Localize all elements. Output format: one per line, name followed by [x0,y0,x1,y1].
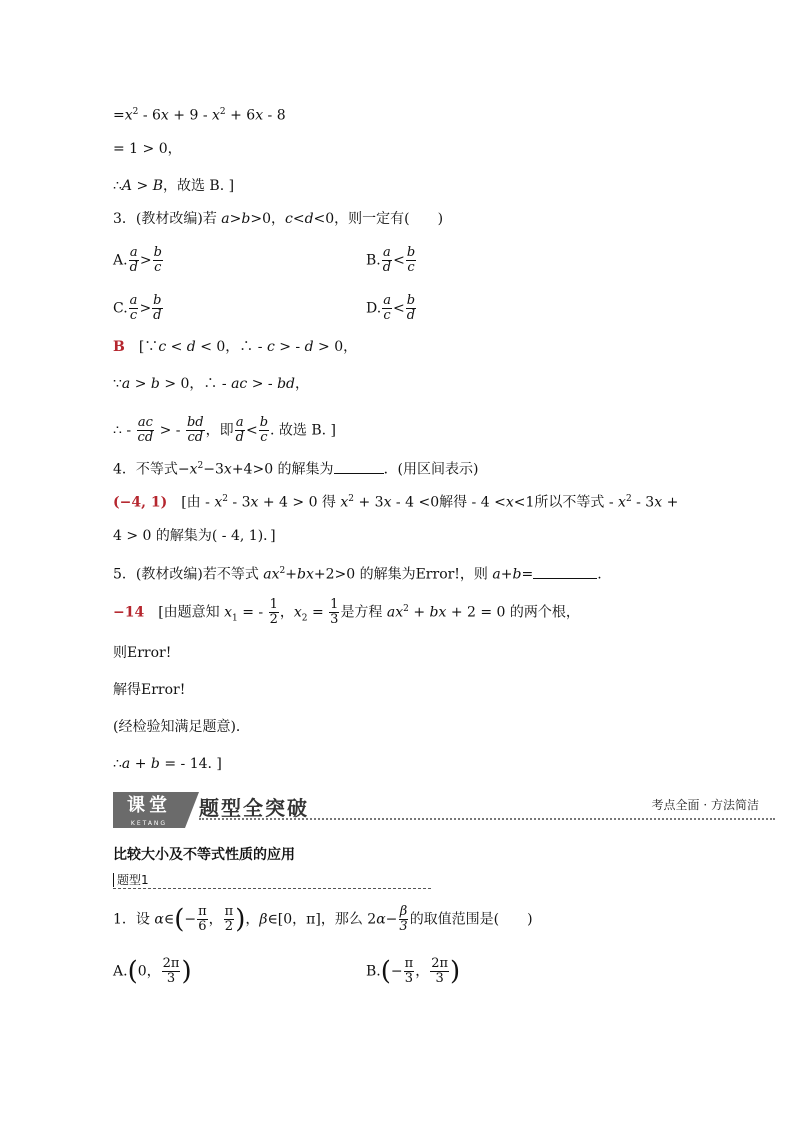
answer-4-line1: (−4, 1) [由 - $x^2 - 3x + 4 > 0$ 得 $x^2 + 3x - 4 <0$解得 - 4 <x<1所以不等式 - $x^2 - 3x$ + [113,494,679,511]
answer-3-line3: ∴ - $\frac{ac}{cd}$ > - $\frac{bd}{cd}$ ，即 $\frac{a}{d}$ < $\frac{b}{c}$ . 故选 B. ] [113,415,337,445]
option-3a: A. $\frac{a}{d}$ > $\frac{b}{c}$ [113,245,162,275]
option-3d: D. $\frac{a}{c}$ < $\frac{b}{d}$ [366,293,416,323]
answer-3-letter: B [113,339,125,355]
option-3c: C. $\frac{a}{c}$ > $\frac{b}{d}$ [113,293,162,323]
banner-slogan: 考点全面 · 方法简洁 [651,798,759,812]
banner-tail [185,792,199,828]
answer-4-line2: 4 > 0 的解集为( - 4, 1)．] [113,528,276,544]
tag-divider [113,888,431,889]
answer-5-value: −14 [113,604,145,621]
section-banner [113,790,775,830]
answer-5-line5: ∴a + b = - 14. ] [113,756,222,772]
answer-blank [533,564,597,579]
question-3: 3．(教材改编)若 a>b>0，c<d<0，则一定有( ) [113,211,444,227]
section-title: 比较大小及不等式性质的应用 [113,847,295,863]
solution-line-result: = 1 > 0， [113,141,182,157]
solution-line-conclusion: ∴A > B，故选 B. ] [113,178,235,194]
answer-3-line1: B [∵c < d < 0，∴ - c > - d > 0， [113,339,358,355]
option-3b: B. $\frac{a}{d}$ < $\frac{b}{c}$ [366,245,416,275]
question-1: 1．设 α∈(− $\frac{\pi}{6}$ ， $\frac{\pi}{2}$ )，β∈[0，π]，那么 2α− $\frac{\beta}{3}$ 的取值范围是( ) [113,904,533,935]
option-1b: B.(− $\frac{\pi}{3}$ ， $\frac{2\pi}{3}$ ) [366,956,461,987]
banner-title: 题型全突破 [199,796,309,820]
answer-4-value: (−4, 1) [113,494,168,511]
question-4: 4．不等式$-x^2-3x+4>0$ 的解集为 ．(用区间表示) [113,456,479,480]
answer-5-line3: 解得Error! [113,682,186,698]
banner-sub: KETANG [113,820,185,828]
answer-blank [334,459,384,474]
answer-5-line1: −14 [由题意知 $x_1$ = - $\frac{1}{2}$ ，$x_2$ = $\frac{1}{3}$ 是方程 $ax^2$ + bx + 2 = 0 的两个根， [113,597,580,627]
answer-5-line2: 则Error! [113,645,172,661]
banner-divider [199,818,775,820]
question-5: 5．(教材改编)若不等式 $ax^2+bx+2>0$ 的解集为Error!，则 a+b= . [113,561,602,585]
question-type-tag: 题型1 [113,873,149,887]
option-1a: A.(0， $\frac{2\pi}{3}$ ) [113,956,192,987]
banner-box: 课堂 [113,792,185,820]
answer-5-line4: (经检验知满足题意)． [113,719,250,735]
answer-3-line2: ∵a > b > 0，∴ - ac > - bd， [113,376,309,392]
solution-line-expand: $=x^2 - 6x + 9 - x^2 + 6x - 8$ [113,107,286,124]
